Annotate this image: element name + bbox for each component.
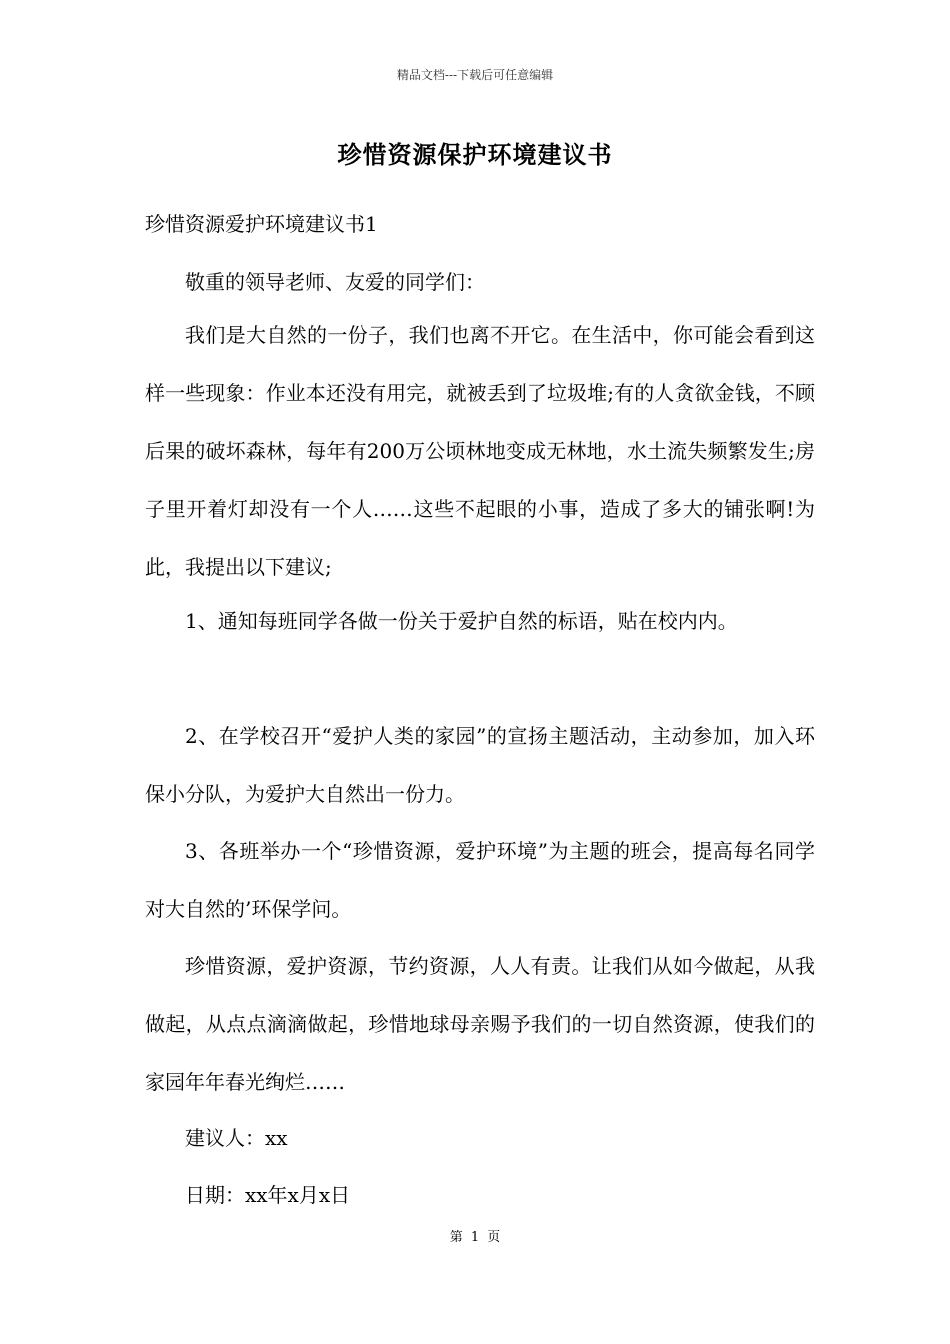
greeting-paragraph <box>145 253 815 311</box>
suggestion-item <box>145 592 835 650</box>
greeting-text: 敬重的领导老师、友爱的同学们： <box>185 270 485 294</box>
page-number: 第 1 页 <box>449 1230 501 1245</box>
paragraph-text: 珍惜资源，爱护资源，节约资源，人人有责。让我们从如今做起，从我做起，从点点滴滴做起，珍惜地球母亲赐予我们的一切自然资源，使我们的家园年年春光绚烂…… <box>145 954 815 1094</box>
header-note: 精品文档---下载后可任意编辑 <box>396 68 554 82</box>
signer-text: 建议人：xx <box>185 1126 288 1150</box>
paragraph-text: 2、在学校召开“爱护人类的家园”的宣扬主题活动，主动参加，加入环保小分队，为爱护大自然出一份力。 <box>145 724 815 806</box>
date-line <box>145 1166 815 1224</box>
suggestion-item <box>145 707 815 823</box>
paragraph-text: 1、通知每班同学各做一份关于爱护自然的标语，贴在校内内。 <box>185 609 738 633</box>
document-title: 珍惜资源保护环境建议书 <box>337 140 613 169</box>
paragraph-text: 3、各班举办一个“珍惜资源，爱护环境”为主题的班会，提高每名同学对大自然的’环保学问。 <box>145 839 815 921</box>
suggestion-item <box>145 822 815 938</box>
date-text: 日期：xx年x月x日 <box>185 1183 351 1207</box>
body-paragraph <box>145 306 815 596</box>
closing-paragraph <box>145 937 815 1111</box>
paragraph-text: 我们是大自然的一份子，我们也离不开它。在生活中，你可能会看到这样一些现象：作业本还没有用完，就被丢到了垃圾堆;有的人贪欲金钱，不顾后果的破坏森林，每年有200万公顷林地变成无林地，水土流失频繁发生;房子里开着灯却没有一个人……这些不起眼的小事，造成了多大的铺张啊!为此，我提出以下建议; <box>145 323 815 579</box>
signature-line <box>145 1109 815 1167</box>
document-subtitle: 珍惜资源爱护环境建议书1 <box>145 212 378 236</box>
